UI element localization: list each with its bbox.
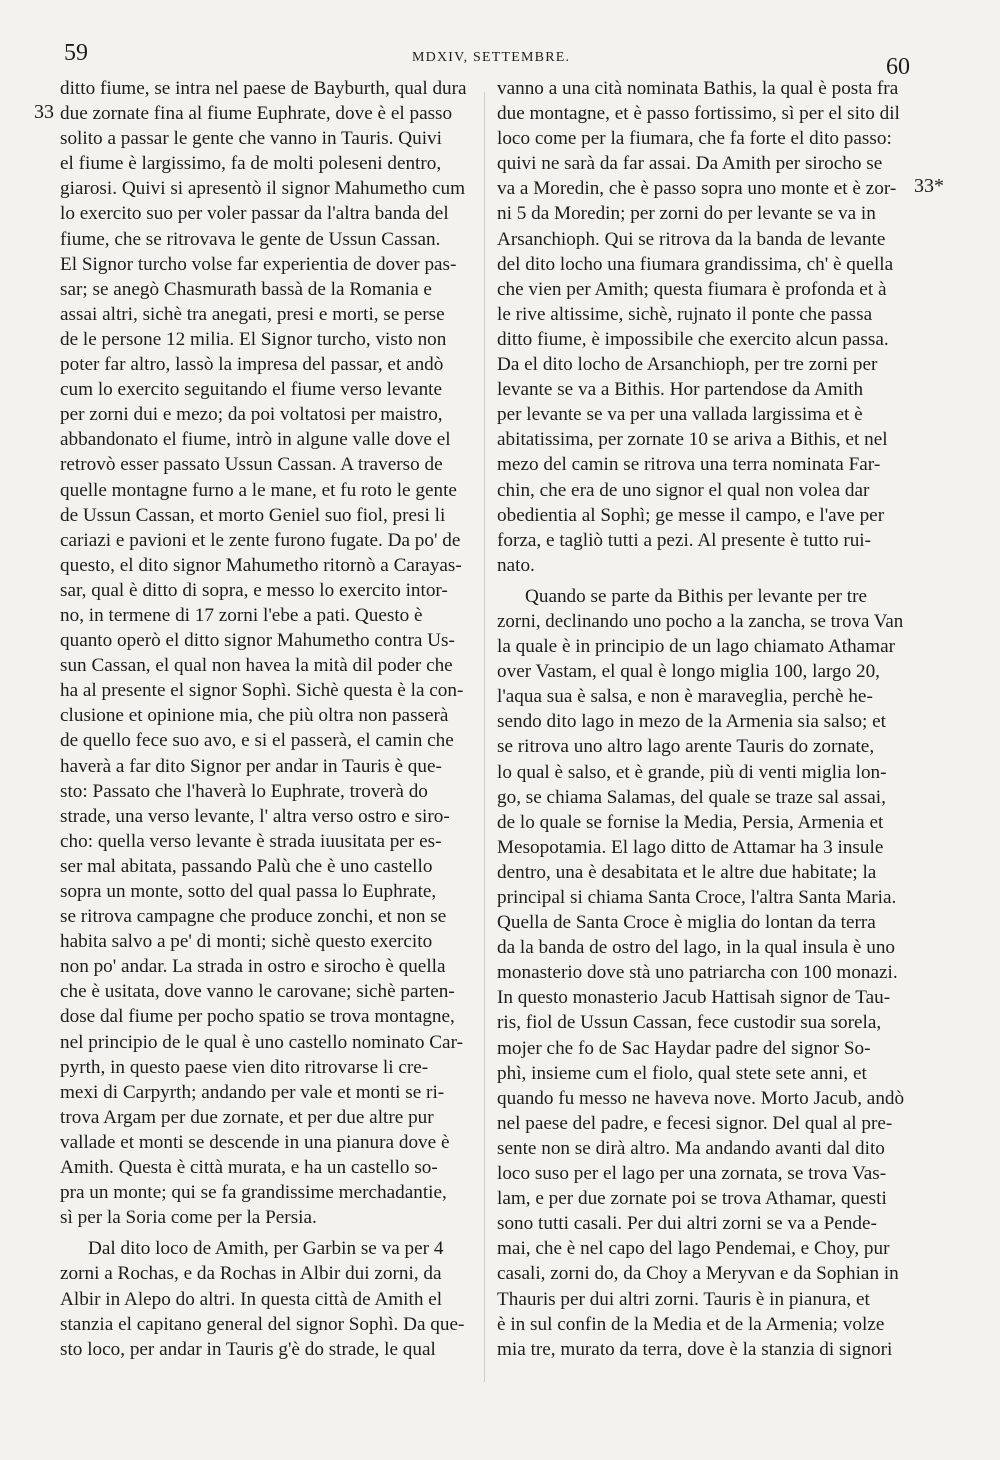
text-line: de lo quale se fornise la Media, Persia, Armenia et [497, 811, 884, 833]
text-line: pyrth, in questo paese vien dito ritrovarse li cre- [60, 1056, 429, 1078]
text-line: ser mal abitata, passando Palù che è uno castello [60, 855, 433, 877]
text-line: Dal dito loco de Amith, per Garbin se va per 4 [88, 1238, 444, 1260]
text-line: Da el dito locho de Arsanchioph, per tre zorni per [497, 354, 878, 376]
page-number-left: 59 [64, 40, 88, 66]
text-line: quelle montagne furno a le mane, et fu roto le gente [60, 479, 457, 501]
text-line: habita salvo a pe' di monti; sichè questo exercito [60, 931, 433, 953]
text-line: chin, che era de uno signor el qual non volea dar [497, 479, 870, 501]
text-line: ris, fiol de Ussun Cassan, fece custodir sua sorela, [497, 1012, 882, 1034]
text-line: ditto fiume, se intra nel paese de Bayburth, qual dura [60, 78, 467, 99]
text-line: no, in termene di 17 zorni l'ebe a pati. Questo è [60, 604, 423, 626]
text-line: mexi di Carpyrth; andando per vale et monti se ri- [60, 1081, 445, 1103]
text-column-right [497, 76, 909, 1362]
text-line: vanno a una cità nominata Bathis, la qual è posta fra [497, 78, 899, 99]
text-line: due montagne, et è passo fortissimo, sì per el sito dil [497, 103, 900, 125]
text-line: Amith. Questa è città murata, e ha un castello so- [60, 1157, 438, 1179]
text-line: cho: quella verso levante è strada iuusitata per es- [60, 830, 442, 852]
text-line: ha al presente el signor Sophì. Sichè questa è la con- [60, 680, 464, 702]
text-line: zorni, declinando uno pocho a la zancha, se trova Van [497, 610, 904, 632]
text-line: lo exercito suo per voler passar da l'altra banda del [60, 203, 449, 225]
text-line: loco come per la fiumara, che fa forte el dito passo: [497, 128, 892, 150]
running-head: MDXIV, SETTEMBRE. [412, 50, 571, 65]
text-line: Quella de Santa Croce è miglia do lontan da terra [497, 912, 876, 934]
text-line: da la banda de ostro del lago, in la qual insula è uno [497, 937, 896, 959]
text-line: In questo monasterio Jacub Hattisah signor de Tau- [497, 987, 891, 1009]
text-line: giarosi. Quivi si apresentò il signor Mahumetho cum [60, 178, 466, 200]
text-line: Arsanchioph. Qui se ritrova da la banda de levante [497, 228, 886, 250]
text-line: sente non se dirà altro. Ma andando avanti dal dito [497, 1137, 885, 1159]
text-line: quando fu messo ne haveva nove. Morto Jacub, andò [497, 1087, 905, 1109]
text-line: el fiume è largissimo, fa de molti poleseni dentro, [60, 153, 442, 175]
text-line: sì per la Soria come per la Persia. [60, 1207, 317, 1229]
text-line: solito a passar le gente che vanno in Tauris. Quivi [60, 128, 442, 150]
text-line: cariazi e pavioni et le zente furono fugate. Da po' de [60, 529, 461, 551]
margin-note-right: 33* [914, 175, 944, 197]
text-line: se ritrova campagne che produce zonchi, et non se [60, 906, 447, 928]
text-line: haverà a far dito Signor per andar in Tauris è que- [60, 755, 442, 777]
text-line: va a Moredin, che è passo sopra uno monte et è zor- [497, 178, 897, 200]
text-line: sopra un monte, sotto del qual passa lo Euphrate, [60, 881, 437, 902]
text-line: de quello fece suo avo, e si el passerà, el camin che [60, 730, 454, 752]
text-line: nel paese del padre, e fecesi signor. Del qual al pre- [497, 1112, 893, 1134]
text-line: quivi ne sarà da far assai. Da Amith per sirocho se [497, 153, 883, 175]
text-line: per levante se va per una vallada largissima et è [497, 404, 863, 426]
text-line: mojer che fo de Sac Haydar padre del signor So- [497, 1037, 871, 1059]
text-line: retrovò esser passato Ussun Cassan. A traverso de [60, 454, 443, 476]
text-line: questo, el dito signor Mahumetho ritornò a Carayas- [60, 554, 462, 576]
text-line: pra un monte; qui se fa grandissime merchadantie, [60, 1182, 447, 1204]
text-line: mia tre, murato da terra, dove è la stanzia di signori [497, 1338, 893, 1360]
text-line: over Vastam, el qual è longo miglia 100, largo 20, [497, 661, 880, 683]
text-line: mezo del camin se ritrova una terra nominata Far- [497, 454, 881, 476]
text-line: se ritrova uno altro lago arente Tauris do zornate, [497, 736, 875, 758]
text-line: zorni a Rochas, e da Rochas in Albir dui zorni, da [60, 1263, 442, 1285]
text-line: El Signor turcho volse far experientia de dover pas- [60, 253, 457, 275]
text-column-left [60, 76, 472, 1362]
text-line: lo qual è salso, et è grande, più di venti miglia lon- [497, 761, 887, 783]
text-line: mai, che è nel capo del lago Pendemai, e Choy, pur [497, 1238, 890, 1260]
text-line: che è usitata, dove vanno le carovane; sichè parten- [60, 981, 455, 1003]
text-line: nato. [497, 554, 535, 576]
text-line: clusione et opinione mia, che più oltra non passerà [60, 705, 449, 727]
text-line: l'aqua sua è salsa, e non è maraveglia, perchè he- [497, 686, 873, 708]
text-line: Albir in Alepo do altri. In questa città de Amith el [60, 1288, 443, 1310]
text-line: che vien per Amith; questa fiumara è profonda et à [497, 278, 887, 300]
text-line: lam, e per due zornate poi se trova Athamar, questi [497, 1188, 887, 1210]
text-line: abitatissima, per zornate 10 se ariva a Bithis, et nel [497, 429, 888, 451]
margin-note-left: 33 [34, 101, 54, 123]
text-line: phì, insieme cum el fiolo, qual stete sete anni, et [497, 1062, 867, 1084]
text-line: sto: Passato che l'haverà lo Euphrate, troverà do [60, 780, 428, 802]
text-line: due zornate fina al fiume Euphrate, dove è el passo [60, 103, 453, 125]
text-line: Thauris per dui altri zorni. Tauris è in pianura, et [497, 1288, 870, 1310]
text-line: abbandonato el fiume, intrò in algune valle dove el [60, 429, 451, 451]
text-line: go, se chiama Salamas, del quale se traze sal assai, [497, 786, 886, 808]
text-line: loco suso per el lago per una zornata, se trova Vas- [497, 1163, 887, 1185]
text-line: cum lo exercito seguitando el fiume verso levante [60, 379, 443, 401]
text-line: del dito locho una fiumara grandissima, ch' è quella [497, 253, 894, 275]
text-line: obedientia al Sophì; ge messe il campo, e l'ave per [497, 504, 885, 526]
text-line: dentro, una è desabitata et le altre due habitate; la [497, 861, 877, 883]
text-line: ni 5 da Moredin; per zorni do per levante se va in [497, 203, 876, 225]
text-line: levante se va a Bithis. Hor partendose da Amith [497, 379, 864, 401]
page-header [0, 38, 1000, 78]
text-line: fiume, che se ritrovava le gente de Ussun Cassan. [60, 228, 441, 250]
text-line: le rive altissime, sichè, rujnato il ponte che passa [497, 303, 873, 325]
text-line: sendo dito lago in mezo de la Armenia sia salso; et [497, 711, 886, 733]
page-number-right: 60 [886, 54, 910, 80]
text-line: principal si chiama Santa Croce, l'altra Santa Maria. [497, 887, 897, 908]
text-line: vallade et monti se descende in una pianura dove è [60, 1131, 450, 1153]
text-line: non po' andar. La strada in ostro e sirocho è quella [60, 956, 446, 978]
text-line: Mesopotamia. El lago ditto de Attamar ha 3 insule [497, 836, 884, 858]
text-line: dose dal fiume per pocho spatio se trova montagne, [60, 1006, 455, 1028]
text-line: la quale è in principio de un lago chiamato Athamar [497, 636, 896, 658]
column-divider [484, 92, 485, 1382]
text-line: è in sul confin de la Media et de la Armenia; volze [497, 1313, 885, 1335]
text-line: trova Argam per due zornate, et per due altre pur [60, 1106, 434, 1128]
text-line: strade, una verso levante, l' altra verso ostro e siro- [60, 805, 450, 827]
text-line: nel principio de le qual è uno castello nominato Car- [60, 1031, 463, 1053]
text-line: sun Cassan, el qual non havea la mità dil poder che [60, 655, 453, 677]
text-line: per zorni dui e mezo; da poi voltatosi per maistro, [60, 404, 443, 426]
text-line: quanto operò el ditto signor Mahumetho contra Us- [60, 630, 455, 652]
text-line: sono tutti casali. Per dui altri zorni se va a Pende- [497, 1213, 877, 1235]
text-line: sar, qual è ditto di sopra, e messo lo exercito intor- [60, 579, 448, 601]
text-line: poter far altro, lassò la impresa del passar, et andò [60, 354, 444, 376]
text-line: ditto fiume, è impossibile che exercito alcun passa. [497, 328, 889, 350]
text-line: de le persone 12 milia. El Signor turcho, visto non [60, 328, 447, 350]
text-line: sar; se anegò Chasmurath bassà de la Romania e [60, 278, 432, 300]
text-line: monasterio dove stà uno patriarcha con 100 monazi. [497, 962, 898, 984]
text-line: stanzia el capitano general del signor Sophì. Da que- [60, 1313, 465, 1335]
text-line: Quando se parte da Bithis per levante per tre [525, 585, 868, 607]
text-line: de Ussun Cassan, et morto Geniel suo fiol, presi li [60, 504, 446, 526]
text-line: casali, zorni do, da Choy a Meryvan e da Sophian in [497, 1263, 899, 1285]
text-line: forza, e tagliò tutti a pezi. Al presente è tutto rui- [497, 529, 872, 551]
text-line: sto loco, per andar in Tauris g'è do strade, le qual [60, 1338, 436, 1360]
text-line: assai altri, sichè tra anegati, presi e morti, se perse [60, 303, 445, 325]
